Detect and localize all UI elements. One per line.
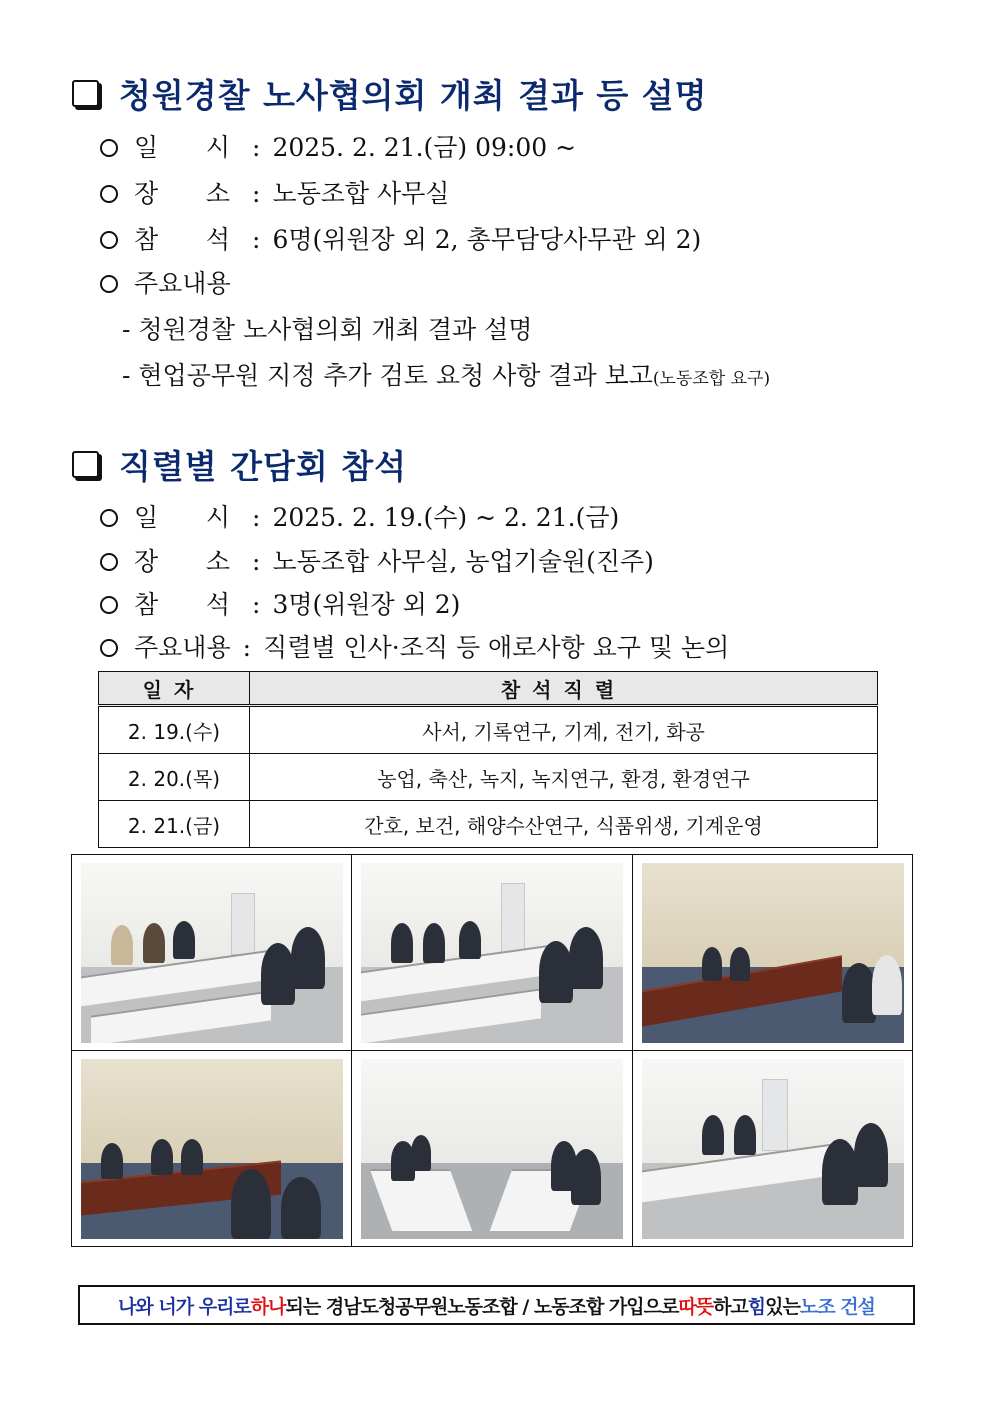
s2-place-value: 노동조합 사무실, 농업기술원(진주): [272, 547, 654, 576]
photo-grid: [71, 854, 913, 1247]
slogan-banner: 나와 너가 우리로 하나 되는 경남도청공무원노동조합 / 노동조합 가입으로 따뜻 하고 힘 있는 노조 건설: [78, 1285, 915, 1325]
s2-main-row: 주요내용 : 직렬별 인사·조직 등 애로사항 요구 및 논의: [100, 628, 729, 664]
circle-bullet-icon: [100, 639, 118, 657]
meeting-photo-5: [361, 1059, 623, 1239]
row-date: 2. 19.(수): [99, 706, 250, 754]
s2-place-label: 장 소: [134, 547, 230, 576]
meeting-photo-2: [361, 863, 623, 1043]
table-header-row: [99, 672, 878, 706]
section2-title: 직렬별 간담회 참석: [72, 441, 407, 488]
header-date: 일자: [99, 672, 250, 706]
s1-place-row: 장 소 : 노동조합 사무실: [100, 174, 449, 210]
checkbox-square-icon: [72, 80, 99, 107]
s1-attend-label: 참 석: [134, 225, 230, 254]
photo-cell: [352, 1051, 633, 1246]
meeting-photo-6: [642, 1059, 904, 1239]
s1-main-row: [100, 264, 231, 300]
photo-cell: [352, 855, 633, 1051]
table-row: [99, 754, 878, 801]
s2-date-value: 2025. 2. 19.(수) ~ 2. 21.(금): [272, 503, 620, 532]
s1-item-2-note: (노동조합 요구): [652, 369, 771, 389]
photo-cell: [72, 855, 352, 1051]
s2-main-value: 직렬별 인사·조직 등 애로사항 요구 및 논의: [263, 633, 730, 662]
row-jobs: 간호, 보건, 해양수산연구, 식품위생, 기계운영: [250, 801, 878, 848]
table-row: [99, 706, 878, 754]
circle-bullet-icon: [100, 596, 118, 614]
s1-item-1: - 청원경찰 노사협의회 개최 결과 설명: [122, 315, 533, 344]
photo-cell: [72, 1051, 352, 1246]
table-row: [99, 801, 878, 848]
s1-date-value: 2025. 2. 21.(금) 09:00 ~: [272, 133, 577, 162]
meeting-photo-1: [81, 863, 343, 1043]
meeting-photo-4: [81, 1059, 343, 1239]
circle-bullet-icon: [100, 275, 118, 293]
s2-place-row: 장 소 : 노동조합 사무실, 농업기술원(진주): [100, 542, 654, 578]
header-jobs: 참석직렬: [250, 672, 878, 706]
row-date: 2. 21.(금): [99, 801, 250, 848]
s2-date-label: 일 시: [134, 503, 230, 532]
s1-attend-value: 6명(위원장 외 2, 총무담당사무관 외 2): [272, 225, 702, 254]
s1-place-label: 장 소: [134, 179, 230, 208]
photo-cell: [633, 855, 912, 1051]
s2-attend-label: 참 석: [134, 590, 230, 619]
section1-title: 청원경찰 노사협의회 개최 결과 등 설명: [72, 70, 708, 117]
s1-date-label: 일 시: [134, 133, 230, 162]
row-jobs: 농업, 축산, 녹지, 녹지연구, 환경, 환경연구: [250, 754, 878, 801]
s1-place-value: 노동조합 사무실: [272, 179, 450, 208]
row-jobs: 사서, 기록연구, 기계, 전기, 화공: [250, 706, 878, 754]
circle-bullet-icon: [100, 509, 118, 527]
schedule-table: [98, 671, 878, 848]
s1-main-label: 주요내용: [134, 269, 231, 298]
meeting-photo-3: [642, 863, 904, 1043]
s2-date-row: 일 시 : 2025. 2. 19.(수) ~ 2. 21.(금): [100, 498, 619, 534]
s1-item-2: - 현업공무원 지정 추가 검토 요청 사항 결과 보고(노동조합 요구): [122, 361, 771, 390]
circle-bullet-icon: [100, 139, 118, 157]
s2-attend-row: 참 석 : 3명(위원장 외 2): [100, 585, 460, 621]
s1-attend-row: 참 석 : 6명(위원장 외 2, 총무담당사무관 외 2): [100, 220, 701, 256]
circle-bullet-icon: [100, 185, 118, 203]
s2-attend-value: 3명(위원장 외 2): [272, 590, 461, 619]
circle-bullet-icon: [100, 553, 118, 571]
checkbox-square-icon: [72, 451, 99, 478]
s1-date-row: 일 시 : 2025. 2. 21.(금) 09:00 ~: [100, 128, 576, 164]
photo-cell: [633, 1051, 912, 1246]
s2-main-label: 주요내용: [134, 633, 231, 662]
row-date: 2. 20.(목): [99, 754, 250, 801]
circle-bullet-icon: [100, 231, 118, 249]
